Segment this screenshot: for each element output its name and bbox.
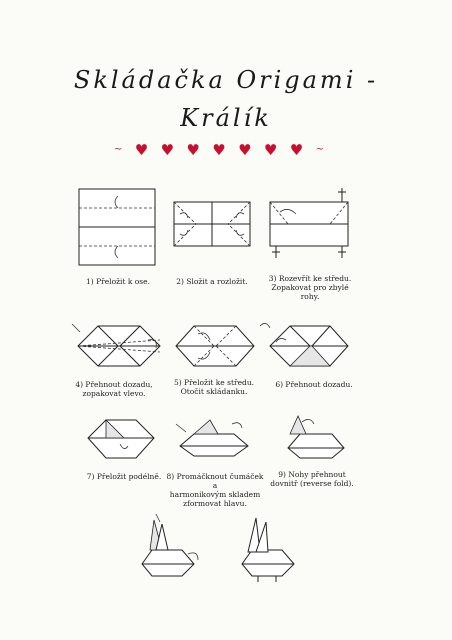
- heart-icon: ♥: [160, 140, 175, 159]
- heart-icon: ♥: [289, 140, 304, 159]
- step-4-caption: [66, 380, 162, 398]
- step-3-diagram: [266, 186, 352, 262]
- heart-icon: ♥: [134, 140, 149, 159]
- step-8-caption-line: 8) Promáčknout čumáček a: [166, 472, 264, 490]
- step-4-caption-line: zopakovat vlevo.: [82, 389, 146, 398]
- step-8-diagram: [174, 416, 254, 464]
- step-6-diagram: [256, 316, 352, 372]
- hearts-ornament: [114, 140, 324, 160]
- step-3-caption-line: Zopakovat pro zbylé: [271, 283, 349, 292]
- heart-icon: ♥: [263, 140, 278, 159]
- step-2-caption: 2) Složit a rozložit.: [176, 277, 248, 286]
- step-5-caption-line: 5) Přeložit ke středu.: [173, 378, 255, 387]
- step-4-caption-line: 4) Přehnout dozadu,: [75, 380, 153, 389]
- step-7-diagram: [84, 414, 158, 464]
- step-1-caption: 1) Přeložit k ose.: [86, 277, 150, 286]
- step-3-caption: [262, 274, 358, 301]
- step-1-diagram: [78, 188, 158, 270]
- heart-icon: ♥: [212, 140, 226, 159]
- step-2-diagram: [172, 200, 252, 250]
- step-9-caption-line: 9) Nohy přehnout: [278, 470, 346, 479]
- rabbit-diagram-folding: [132, 510, 212, 588]
- step-5-caption: [166, 378, 262, 396]
- step-9-diagram: [280, 412, 350, 464]
- step-7-caption: 7) Přeložit podélně.: [86, 472, 162, 481]
- swirl-icon: ∼: [315, 144, 324, 155]
- step-8-caption-line: zformovat hlavu.: [183, 499, 247, 508]
- step-4-diagram: [68, 318, 164, 376]
- step-5-diagram: [172, 322, 258, 372]
- step-3-caption-line: 3) Rozevřít ke středu.: [268, 274, 352, 283]
- swirl-icon: ∼: [114, 144, 123, 155]
- step-9-caption: [264, 470, 360, 488]
- step-5-caption-line: Otočit skládanku.: [180, 387, 248, 396]
- step-6-caption: 6) Přehnout dozadu.: [275, 380, 353, 389]
- step-9-caption-line: dovnitř (reverse fold).: [270, 479, 354, 488]
- heart-icon: ♥: [238, 140, 252, 159]
- step-3-caption-line: rohy.: [300, 292, 320, 301]
- step-8-caption-line: harmonikovým skladem: [169, 490, 261, 499]
- page-title: Skládačka Origami -: [73, 66, 379, 94]
- page-subtitle: Králík: [180, 104, 272, 132]
- heart-icon: ♥: [186, 140, 200, 159]
- rabbit-diagram-final: [228, 510, 308, 588]
- step-8-caption: [166, 472, 264, 508]
